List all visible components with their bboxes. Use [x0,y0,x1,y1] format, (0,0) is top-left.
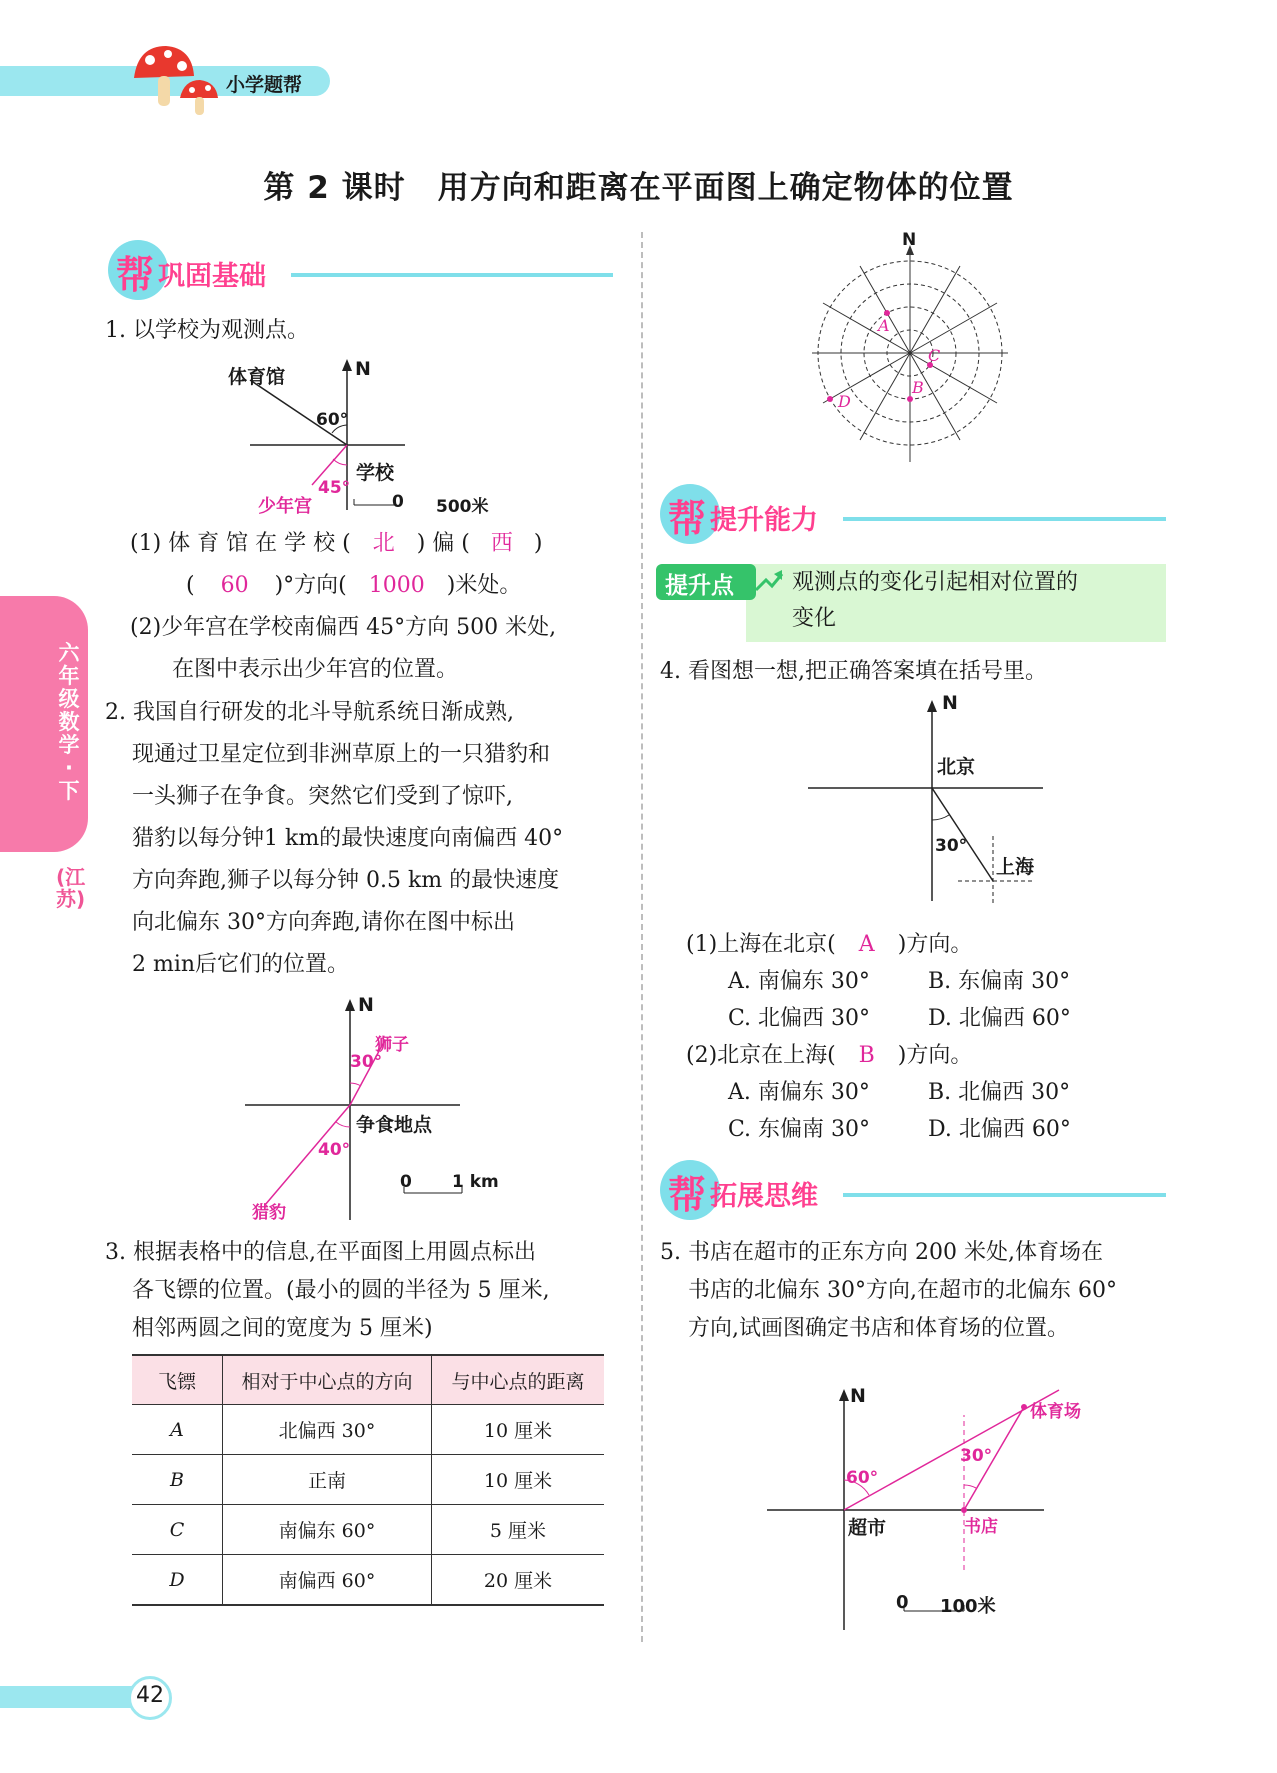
q2-line-1: 2. 我国自行研发的北斗导航系统日渐成熟, [105,700,514,725]
table-row [132,1505,604,1555]
north-label: N [902,230,917,250]
table-header: 与中心点的距离 [432,1355,605,1405]
q1-answer-3: 60 [220,573,249,598]
q4-option: C. 北偏西 30° [728,1006,871,1031]
q2-scale-zero: 0 [400,1172,412,1192]
table-cell: 南偏东 60° [223,1505,432,1555]
q1-part1-line2: ( 60 )°方向( 1000 )米处。 [186,565,521,607]
q5-line-3: 方向,试画图确定书店和体育场的位置。 [688,1316,1069,1341]
q2-line-4: 猎豹以每分钟1 km的最快速度向南偏西 40° [132,826,564,851]
table-header: 相对于中心点的方向 [223,1355,432,1405]
q3-line-3: 相邻两圆之间的宽度为 5 厘米) [132,1316,433,1341]
section-line [843,1193,1166,1197]
q1-part1-line1: (1) 体 育 馆 在 学 校 ( 北 ) 偏 ( 西 ) [130,523,542,565]
north-label: N [850,1385,866,1407]
q1-answer-1: 北 [372,531,395,556]
q4-beijing-label: 北京 [937,756,976,778]
table-cell: A [132,1405,223,1455]
q1-angle-palace: 45° [318,478,351,498]
q4-part1: (1)上海在北京( A )方向。 [686,924,972,966]
q5-line-2: 书店的北偏东 30°方向,在超市的北偏东 60° [688,1278,1117,1303]
q1-angle-gym: 60° [316,410,349,430]
q2-angle-lion: 30° [350,1052,383,1072]
q2-line-2: 现通过卫星定位到非洲草原上的一只猎豹和 [132,742,551,767]
q2-line-6: 向北偏东 30°方向奔跑,请你在图中标出 [132,910,515,935]
q2-cheetah-label: 猎豹 [252,1203,286,1223]
q4-answer-1: A [858,932,875,957]
section-line [291,273,613,277]
q5-angle-store: 30° [960,1446,993,1466]
table-row [132,1455,604,1505]
section-line [843,517,1166,521]
page-bar [0,1686,138,1708]
q3-line-2: 各飞镖的位置。(最小的圆的半径为 5 厘米, [132,1278,550,1303]
page-number: 42 [136,1683,164,1708]
q4-stem: 4. 看图想一想,把正确答案填在括号里。 [660,659,1047,684]
q4-option: A. 南偏东 30° [728,1080,870,1105]
q4-option: B. 北偏西 30° [928,1080,1071,1105]
dart-d-label: D [838,392,851,411]
q1-gym-label: 体育馆 [228,366,286,388]
q4-part2: (2)北京在上海( B )方向。 [686,1035,972,1077]
q1-part2-line2: 在图中表示出少年宫的位置。 [172,657,459,682]
section-badge: 帮 [660,484,720,544]
section-improve-header [660,484,1166,544]
q2-scale-length: 1 km [452,1172,499,1192]
table-row [132,1555,604,1606]
section-label: 拓展思维 [710,1181,818,1212]
q4-option: B. 东偏南 30° [928,969,1071,994]
side-tab-region: (江苏) [56,865,86,911]
q1-answer-4: 1000 [368,573,425,598]
north-label: N [942,692,958,714]
improve-point-tag: 提升点 [656,564,756,600]
dart-table [132,1354,604,1606]
table-row [132,1405,604,1455]
north-label: N [358,994,374,1016]
table-header: 飞镖 [132,1355,223,1405]
q2-line-7: 2 min后它们的位置。 [132,952,350,977]
section-extend-header [660,1160,1166,1220]
q3-line-1: 3. 根据表格中的信息,在平面图上用圆点标出 [105,1240,536,1265]
mushroom-icon [128,40,224,116]
section-label: 巩固基础 [158,261,266,292]
q4-angle-label: 30° [935,836,968,856]
brand-name: 小学题帮 [226,74,303,96]
improve-point-text-2: 变化 [792,606,837,631]
q5-angle-market: 60° [846,1468,879,1488]
q5-bookstore-label: 书店 [964,1517,998,1537]
table-cell: 南偏西 60° [223,1555,432,1606]
q5-line-1: 5. 书店在超市的正东方向 200 米处,体育场在 [660,1240,1103,1265]
dart-b-label: B [912,378,924,397]
table-cell: B [132,1455,223,1505]
q1-school-label: 学校 [356,462,395,484]
q4-option: D. 北偏西 60° [928,1006,1071,1031]
q5-scale-zero: 0 [896,1592,909,1613]
q1-scale-length: 500米 [436,497,489,517]
q4-option: D. 北偏西 60° [928,1117,1071,1142]
q3-target-figure [810,240,1010,465]
q1-scale-zero: 0 [392,492,404,512]
section-badge: 帮 [108,240,168,300]
q2-spot-label: 争食地点 [356,1114,433,1136]
dart-a-label: A [878,316,890,335]
dart-c-label: C [928,346,941,365]
q1-stem: 1. 以学校为观测点。 [105,318,309,343]
table-cell: 20 厘米 [432,1555,605,1606]
q4-option: C. 东偏南 30° [728,1117,871,1142]
q4-option: A. 南偏东 30° [728,969,870,994]
table-header-row [132,1355,604,1405]
section-badge: 帮 [660,1160,720,1220]
table-cell: 5 厘米 [432,1505,605,1555]
table-cell: C [132,1505,223,1555]
q2-line-5: 方向奔跑,狮子以每分钟 0.5 km 的最快速度 [132,868,560,893]
q2-angle-cheetah: 40° [318,1140,351,1160]
table-cell: 10 厘米 [432,1455,605,1505]
q2-lion-label: 狮子 [375,1035,409,1055]
q4-shanghai-label: 上海 [996,856,1035,878]
q1-palace-label: 少年宫 [258,496,312,517]
column-divider [641,232,643,1642]
section-basic-header [108,240,613,300]
table-cell: 正南 [223,1455,432,1505]
arrow-icon [752,566,786,596]
section-label: 提升能力 [710,505,818,536]
q5-market-label: 超市 [848,1517,887,1539]
q5-stadium-label: 体育场 [1030,1402,1081,1422]
q2-line-3: 一头狮子在争食。突然它们受到了惊吓, [132,784,513,809]
page-title: 第 2 课时 用方向和距离在平面图上确定物体的位置 [263,170,1014,206]
north-label: N [355,358,371,380]
q5-scale-length: 100米 [940,1596,996,1617]
q1-answer-2: 西 [490,531,513,556]
improve-point-text-1: 观测点的变化引起相对位置的 [792,570,1079,595]
q1-part2-line1: (2)少年宫在学校南偏西 45°方向 500 米处, [130,615,557,640]
q5-figure [764,1385,1064,1635]
table-cell: 10 厘米 [432,1405,605,1455]
table-cell: 北偏西 30° [223,1405,432,1455]
side-tab-grade: 六年级数学·下 [58,641,80,803]
q4-answer-2: B [858,1043,875,1068]
table-cell: D [132,1555,223,1606]
